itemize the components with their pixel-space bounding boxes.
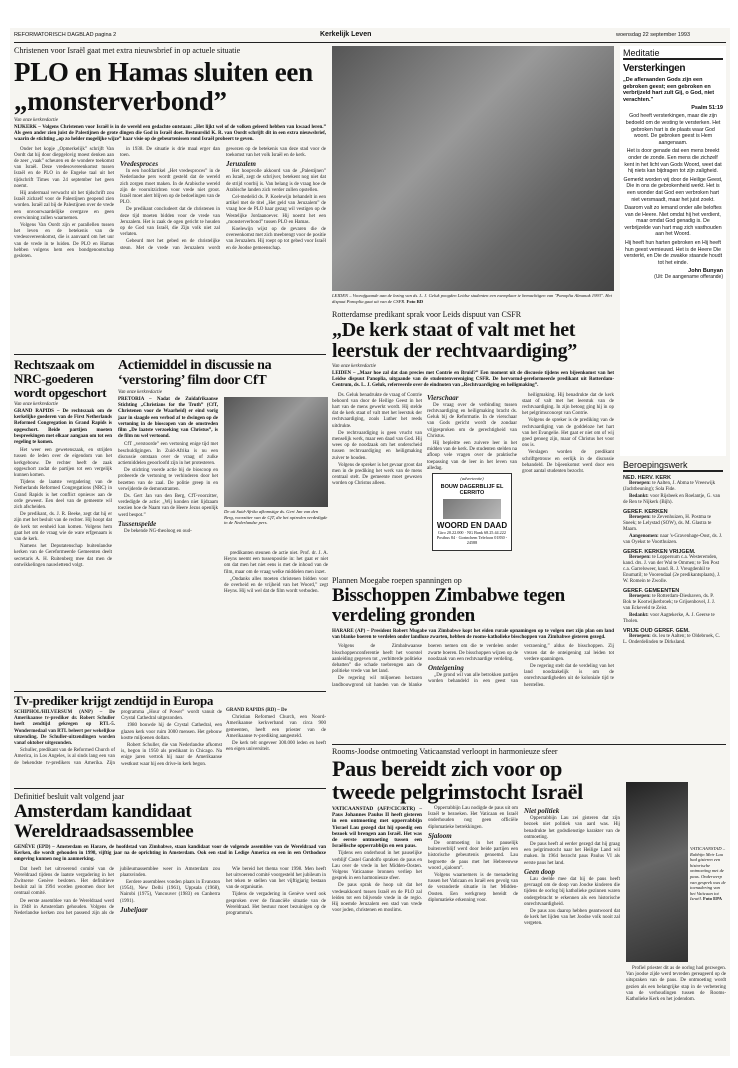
article-lead: HARARE (AP) – President Robert Mugabe van Zimbabwe kopt het eiden rurale opnamingen op te volgen met zijn plan om land van blanke boeren te verdelen onder landloze zwarten, hebben de rooms-katholieke bisschoppen van Zimbabwe gisteren gezegd. (332, 629, 614, 641)
article-kicker: Rooms-Joodse ontmoeting Vaticaanstad verloopt in harmonieuze sfeer (332, 747, 558, 756)
article-byline: Van onze kerkredactie (118, 390, 162, 395)
article-body: SCHIPHOL/HILVERSUM (ANP) – De Amerikaanse tv-prediker dr. Robert Schuller heeft zendtijd gekregen op RTL-5. Wondermedaal van RTL beleert per wekelijkse uitzending. De Schuller-uitzendingen worden vanaf oktober uitgezonden. Schuller, predikant van de Reformed Church of America, in Los Angeles, is al sinds lang een van de bekendste tv-predikers van Amerika. Zijn programma „Hour of Power” wordt vanuit de Crystal Cathedral uitgezonden. 1980 bouwde hij de Crystal Cathedral, een glazen kerk voor ruim 3000 mensen. Het gebouw kostte miljoenen dollars. Robert Schuller, die van Nederlandse afkomst is, begon in 1950 als predikant in Chicago. Na enige jaren vertrok hij naar de Amerikaanse westkust waar hij een drive-in kerk begon. (14, 710, 222, 767)
article-kicker: Christenen voor Israël gaat met extra nieuwsbrief in op actuele situatie (14, 46, 241, 55)
subheading: Vredesproces (120, 160, 159, 169)
article-headline: Rechtszaak om NRC-goederen wordt opgeschort (14, 357, 107, 400)
article-headline: Actiemiddel in discussie na ‘verstoring’ film door CfT (118, 358, 272, 388)
article-col4: Profiel priester dit as de oorlog had gezwegen. Van joodse zijde werd tevreden gereageerd op de uitspraken van de paus. De ontmoeting wordt gezien als een belangrijke stap in de verbetering van de verhoudingen tussen de Rooms-Katholieke Kerk en het jodendom. (626, 966, 726, 1003)
article-columns (332, 806, 726, 1056)
photo-caption: De uit Suid-Afrika afkomstige ds. Gert Jan van den Berg, voorzitter van de CfT, die het optreden verdedigde in de Nederlandse pers. (224, 509, 328, 526)
photo-caption: LEIDEN – Voorafgaande aan de lezing van ds. L. J. Geluk poogden Leidse studenten een exemplaar te bemachtigen van "Panoplia Almanak 1993". Het dispuut Panoplia gaat uit van de CSFR. Foto RD (332, 293, 612, 304)
article-cft (118, 358, 328, 688)
article-lead: NIJKERK – Volgens Christenen voor Israël is in de wereld een gedachte ontstaan: „Het lijkt wel of de volken geleerd hebben van kwaad leren.” Als geen ander zien juist de Palestijnen de grote dingen die God in Israël doet. Bestuurslid K. R. van Oordt schrijft dit in een extra nieuwsbrief, waarin de stichting „op zo helder mogelijke wijze” haar visie op de gebeurtenissen rond Israël probeert te geven. (14, 125, 326, 143)
beroepingswerk-tab: Beroepingswerk (623, 460, 723, 472)
ad-image (443, 499, 501, 519)
article-headline: Paus bereidt zich voor op tweede pelgrimstocht Israël (332, 756, 583, 804)
rule (332, 744, 726, 745)
article-col2: predikanten steunen de actie niet. Prof. dr. J. A. Heyns neemt een tussenpositie in: het gaat er niet om dat men het niet eens is met de inhoud van de film, maar om de vraag welke middelen men inzet. „Ondanks alles moeten christenen bidden voor de overheid en de vrijheid van het Woord,” zegt Heyns. Hij wil wel dat de film wordt verboden. (224, 551, 328, 595)
article-headline: Tv-prediker krijgt zendtijd in Europa (14, 693, 214, 708)
advertisement-woord-en-daad: (advertentie) BOUW DAGERBLIJF EL CERRITO WOORD EN DAAD Giro 20.22.000 · NG Bank 68.25.44.222 Postbus 84 · Gorinchem Telefoon 01830 - 24588 (432, 473, 512, 551)
article-grand-rapids: GRAND RAPIDS (RD) – De Christian Reformed Church, een Noord-Amerikaanse kerkverband van circa 900 gemeenten, heeft een priester van de Amerikaanse tv-prediking aangesteld. De kerk telt ongeveer 300.000 leden en heeft een eigen universiteit. (226, 708, 326, 753)
subheading: Niet politiek (524, 807, 560, 815)
article-kicker: Plannen Moegabe roepen spanningen op (332, 576, 462, 585)
article-byline: Van onze kerkredactie (332, 364, 376, 369)
article-headline: Amsterdam kandidaat Wereldraadsassemblee (14, 801, 194, 842)
meditatie-text: God heeft versterkingen, maar die zijn bedoeld om de vesting te versterken. Het gebroken hart is de plaats waar God woont. De gebroken geest is Hem aangenaam. Het is door genade dat een mens breekt onder de zonde. Een mens die zichzelf kent in het licht van Gods Woord, weet dat hij niets kan bijdragen tot zijn zaligheid. Gemerkt worden wij door de Heilige Geest, Die in ons de gebrokenheid werkt. Het is een wonder dat God een verbroken hart niet versmaadt, maar het juist zoekt. Daarom valt zo iemand onder alle beloftes van de Heere. Niet omdat hij het verdient, maar omdat God genadig is. De verbrijzelde van hart mag zich vasthouden aan het Woord. Hij heeft hun harten gebroken en Hij heeft hun geest vernieuwd. Het is de Heere Die versterkt, en Die de zwakke staande houdt tot het einde. (623, 113, 723, 266)
rule (14, 788, 326, 789)
article-plo-hamas (14, 46, 326, 351)
article-paus (332, 747, 726, 1056)
article-body-col2: Vierschaar De vraag over de verbinding tussen rechtvaardiging en heiligmaking bracht ds. Geluk bij de Reformatie. In de vierschaar van Gods gericht wordt de zondaar vrijgesproken om de gerechtigheid van Christus. Hij bepleitte een zuivere leer in het midden van de kerk. De studenten stelden na afloop vele vragen over de praktische toepassing van de leer in het leven van alledag. (427, 393, 517, 471)
article-body: Dat heeft het uitvoerend comité van de Wereldraad tijdens de laatste vergadering in het Zwitserse Genève besloten. Het definitieve besluit zal in 1994 worden genomen door het centraal comité. De eerste assemblee van de Wereldraad werd in 1948 in Amsterdam gehouden. Volgens de Nederlandse kerken zou het passend zijn als de jubileumassemblee weer in Amsterdam zou plaatsvinden. Eerdere assemblees vonden plaats in Evanston (1954), New Delhi (1961), Uppsala (1968), Nairobi (1975), Vancouver (1983) en Canberra (1991). Jubeljaar Wie bereid het thema voor 1998. Men heeft het uitvoerend comité voorgesteld het jubileum in het teken te stellen van het vijftigjarig bestaan van de organisatie. Tijdens de vergadering in Genève werd ook gesproken over de financiële situatie van de Wereldraad. Het bestuur moet bezuinigen op de programma's. (14, 866, 326, 917)
photo-portrait (224, 397, 328, 507)
subheading: Jubeljaar (120, 905, 148, 914)
article-lead: GENÈVE (EPD) – Amsterdam en Harare, de hoofdstad van Zimbabwe, staan kandidaat voor de volgende assemblee van de Wereldraad van Kerken, die wordt gehouden in 1998, vijftig jaar na de oprichting in Amsterdam. Ook een stad in Ledige America en een in een Orthodoxe omgeving kunnen nog in aanmerking. (14, 845, 326, 863)
article-kicker: Rotterdamse predikant sprak voor Leids dispuut van CSFR (332, 310, 522, 319)
article-zimbabwe (332, 576, 614, 741)
running-header-date: woensdag 22 september 1993 (616, 32, 690, 38)
meditatie-author-note: (Uit: De aangename offerande) (654, 274, 723, 281)
article-headline: „De kerk staat of valt met het leerstuk der rechtvaardiging” (332, 319, 577, 362)
article-byline: Van onze kerkredactie (14, 402, 58, 407)
article-byline: Van onze kerkredactie (14, 118, 58, 123)
article-col3: Niet politiek Opperrabbijn Lau zei gisteren dat zijn bezoek niet politiek van aard was. Hij benadrukte het godsdienstige karakter van de ontmoeting. De paus heeft al eerder gezegd dat hij graag een pelgrimstocht naar het Heilige Land wil maken. In 1964 bezocht paus Paulus VI als eerste paus het land. Geen doop Lau deelde mee dat hij de paus heeft gevraagd om de doop van Joodse kinderen die tijdens de oorlog bij katholieke gezinnen waren ondergebracht te erkennen als een historische onrechtvaardigheid. De paus zou daarop hebben geantwoord dat de kerk het lijden van het Joodse volk nooit zal vergeten. (524, 807, 620, 927)
header-rule (14, 42, 726, 43)
photo-caption: VATICAANSTAD – Rabbijn Meir Lau had gisteren een historische ontmoeting met de paus. Onderwerp van gesprek was de toenadering van het Vaticaan tot Israël. Foto EPA (690, 846, 726, 902)
meditatie-quote: „De afleraanden Gods zijn een gebroken geest; een gebroken en verbrijzeld hart zult Gij, o God, niet verachten.” (623, 77, 715, 103)
article-headline: PLO en Hamas sluiten een „monsterverbond” (14, 57, 313, 116)
photo-rabbi (626, 782, 688, 962)
subheading: Vierschaar (427, 393, 459, 402)
article-lead: GRAND RAPIDS – De rechtszaak om de kerkelijke goederen van de First Netherlands Reformed Congregation in Grand Rapids is opgeschort. Beide partijen moeten bespreekingen met elkaar aangaan om tot een regeling te komen. (14, 409, 112, 446)
meditatie-author: John Bunyan (688, 268, 723, 275)
article-body: Het weer een gewetenszaak, en strijden tussen de leden over de eigendom van het kerkgebouw. De rechter heeft de zaak opgeschort zodat de partijen tot een vergelijk kunnen komen. Tijdens de laatste vergadering van de Netherlands Reformed Congregations (NRC) in Grand Rapids is het conflict opnieuw aan de orde geweest. Een deel van de gemeente wil zich afscheiden. De predikant, ds. J. R. Beeke, zegt dat hij er zijn met het besluit van de rechter. Hij hoopt dat de kerk tot eenheid kan komen. Volgens hem gaat het om de vraag wie de ware erfgenaam is van de kerk. Namens het Deputatenschap buitenlandse kerken van de Gereformeerde Gemeenten deelt secretaris A. H. Ruitenberg mee dat men de ontwikkelingen nauwlettend volgt. (14, 448, 112, 568)
meditatie-title: Versterkingen (623, 63, 686, 74)
article-col2: Opperrabbijn Lau nodigde de paus uit om Israël te bezoeken. Het Vaticaan en Israël onderhouden nog geen officiële diplomatieke betrekkingen. Sjaloom De ontmoeting in het pauselijk buitenverblijf werd door beide partijen een historische gebeurtenis genoemd. Lau begroette de paus met het Hebreeuwse woord „sjaloom”. Volgens waarnemers is de toenadering tussen het Vaticaan en Israël een gevolg van de veranderde situatie in het Midden-Oosten. Een werkgroep bereidt de diplomatieke erkenning voor. (428, 806, 518, 903)
article-body: Onder het kopje „Opmerkelijk” schrijft Van Oordt dat hij door diepgelovig moest denken aan de zeer „vaak” scheuren en de wondere toekomst van Israël. Deze vredesovereenkomst tussen Israël en de PLO in de Engelse taal uit het tijdschrift Times van 24 september het geen noemt. Hij andermaal verwacht uit het tijdschrift zou Israël zichzelf voor de Palestijnen geopend zien worden. Israël zal bij de Palestijnen over de vrede een onvoorwaardelijke overgave en geen overwinning zullen waarnemen. Volgens Van Oordt zijn er parallellen tussen het leven en de betekenis van de vredesovereenkomst, die is aanvaard om het uur van de vrede in te luiden. De PLO en Hamas hebben volgens hem een bondgenootschap gesloten. in 1938. De situatie is drie maal erger dan toen. Vredesproces In een hoofdartikel „Het vredesproces” in de Nederlandse pers wordt gesteld dat de wereld zich zorgen moet maken. In de Arabische wereld zijn de vooruitzichten voor vrede niet groot. Israël moet alert blijven op de bedoelingen van de PLO. De predikant concludeert dat de christenen in deze tijd moeten bidden voor de vrede van Jeruzalem. Het is zaak de ogen gericht te houden op de God van Israël, die Zijn volk niet zal verlaten. Gebeurd met het gebed en de christelijke steun. Met de vrede van Jeruzalem wordt gewezen op de betekenis van deze stad voor de toekomst van het volk Israël en de kerk. Jeruzalem Het hoopvolle akkoord van de „Palestijnen” en Israël, zegt de schrijver, betekent nog niet dat de strijd voorbij is. Van belang is de vraag hoe de Arabische landen zich verder zullen opstellen. Cel-medelid ds. P. Koelewijn behandelt in een artikel met de titel „Het geld van Jeruzalem” de vraag hoe de PLO haar gezag wil vestigen op de Westelijke Jordaanoever. Hij noemt het een „monsterverbond” tussen PLO en Hamas. Koelewijn wijst op de gevaren die de overeenkomst met zich meebrengt voor de positie van Jeruzalem. Hij roept op tot gebed voor Israël en de Joodse gemeenschap. (14, 146, 326, 260)
article-columns (332, 393, 614, 553)
meditatie-tab: Meditatie (623, 48, 723, 60)
photo-students-panoplia (332, 46, 614, 291)
article-kicker: Definitief besluit valt volgend jaar (14, 792, 125, 801)
beroepingswerk-list: NED. HERV. KERK Beroepen: te Aalten, J. Abma te Vreeswijk (Jachtbeuning); Sola Fide. Bedankt: voor Rijsbeek en Roelantje, G. van de Ren te Nijkerk (Bijh). GEREF. KERKEN Beroepen: te Zevenhuizen, H. Postma te Sneek; te Lelystad (SOW), ds. M. Glastra te Maarn. Aangenomen: naar 's-Gravenhage-Oost, ds. J. van Oyekst te Voorthuizen. GEREF. KERKEN VRIJGEM. Beroepen: te Loppersum c.a. Westeremden, kand. drs. J. van der Wal te Ommen; te Ten Post c.a. Garrelsweer, kand. R. J. Vreugdenhil te Enumatil; te Voorendaal (2e predikantsplaats), J. W. Romein te Zwolle. GEREF. GEMEENTEN Beroepen: te Rotterdam-Dieshaven, ds. P. Bok te Kootwijkerbroek; te Grijsenbovel, J. J. van Eckeveld te Zeist. Bedankt: voor Aagtekerke, A. J. Geerse te Tholen. VRIJE OUD GEREF. GEM. Beroepen: ds. leu te Aalten; te Oldebroek, C. L. Onderdelinden te Dirksland. (623, 475, 723, 645)
article-body-col3: heiligmaking. Hij benadrukte dat de kerk staat of valt met het leerstuk van de rechtvaardiging. In zijn betoog ging hij in op het pelgrimsconcept van Contrie. Volgens de spreker is de prediking van de rechtvaardiging van de goddeloze het hart van het Evangelie. Het gaat er niet om of wij goed genoeg zijn, maar of Christus het voor ons is. Verslagen worden de predikant schriftgetrouw en eerlijk in de discussie behandeld. De bijeenkomst werd door een groot aantal studenten bezocht. (522, 392, 614, 475)
article-wereldraad (14, 792, 326, 1056)
meditatie-ref: Psalm 51:19 (691, 105, 723, 112)
article-headline: Bisschoppen Zimbabwe tegen verdeling gronden (332, 585, 565, 626)
subheading: Onteigening (428, 664, 464, 673)
subheading: Geen doop (524, 867, 555, 876)
rule (14, 691, 326, 692)
article-body-col1: Ds. Geluk benadrukte de vraag of Contrie behoord van door de Heilige Geest in het hart van de mens gewerkt wordt. Hij stelde dat de kerk staat of valt met het leerstuk der rechtvaardiging, zoals Luther het reeds uitdrukte. De rechtvaardiging is geen vrucht van menselijk werk, maar een daad van God. Hij wees op de noodzaak om het onderscheid tussen rechtvaardiging en heiligmaking zuiver te houden. Volgens de spreker is het gevaar groot dat men in de prediking het werk van de mens centraal stelt. De gemeente moet gewezen worden op Christus alleen. (332, 392, 422, 487)
subheading: Sjaloom (428, 831, 452, 840)
running-header-left: REFORMATORISCH DAGBLAD pagina 2 (14, 32, 117, 38)
article-rechtvaardiging (332, 310, 614, 572)
rule (14, 354, 326, 355)
article-columns (118, 397, 328, 677)
newspaper-page (10, 28, 730, 1056)
article-tv-prediker (14, 694, 222, 786)
article-nrc (14, 358, 112, 688)
meditatie-box (620, 46, 726, 456)
running-header-section: Kerkelijk Leven (320, 31, 372, 38)
article-body: Volgens de Zimbabwaanse bisschoppenconferentie heeft het voorstel aanleiding gegeven tot „verbitterde politieke debatten” die schade toebrengen aan de politieke vrede van het land. De regering wil miljoenen hectaren landbouwgrond uit handen van de blanke boeren nemen om die te verdelen onder zwarte boeren. De bisschoppen wijzen op de noodzaak van een rechtvaardige verdeling. Onteigening „De grond wil van alle betrokken partijen worden behandeld in een geest van verzoening,” aldus de bisschoppen. Zij vrezen dat de onteigening zal leiden tot verdere spanningen. De regering stelt dat de verdeling van het land noodzakelijk is om de onrechtvaardigheden uit de koloniale tijd te herstellen. (332, 644, 614, 688)
subheading: Tussenspelde (118, 519, 157, 528)
article-lead: LEIDEN – „Maar hoe zal dat dan precies met Contrie en Bruid?” Een moment uit de discussie tijdens een bijeenkomst van het Leidse dispuut Panoplia, uitgaande van de studentenvereniging CSFR. De hervormd-gereformeerde predikant uit Rotterdam-Centrum, ds. L. J. Geluk, referreerde over de eindnoten van „Rechtvaardiging en heiligmaking”. (332, 371, 614, 389)
beroepingswerk-box (620, 460, 726, 660)
subheading: Jeruzalem (226, 160, 256, 169)
article-col1: VATICAANSTAD (AFP/CIC/RTR) – Paus Johannes Paulus II heeft gisteren in een ontmoeting met opperrabbijn Yisrael Lau gezegd dat hij spoedig een bezoek wil brengen aan Israël. Het was de eerste ontmoeting tussen een Israëlische opperrabbijn en een paus. Tijdens een onderhoud in het pauselijke verblijf Castel Gandolfo spraken de paus en Lau over de vrede in het Midden-Oosten. Volgens Vaticaanse bronnen verliep het gesprek in een harmonieuze sfeer. De paus sprak de hoop uit dat het vredesakkoord tussen Israël en de PLO zal leiden tot een blijvende vrede in de regio. Hij noemde Jeruzalem een stad van vrede voor joden, christenen en moslims. (332, 806, 422, 914)
article-col1: PRETORIA – Nadat de Zuidafrikaanse Stichting „Christians for the Truth” (CfT, Christenen voor de Waarheid) er eind vorig jaar in slaagde een verbod af te dwingen op de vertoning in de bioscopen van de omstreden film „De laatste verzoeking van Christus”, is de film nu wel vertoond. CfT „verstoorde” een vertoning enige tijd met beschuldigingen. In Zuid-Afrika is nu een discussie ontstaan over de vraag of zulke actiemiddelen geoorloofd zijn in het protesteren. De stichting voerde actie bij de bioscoop en probeerde de vertoning te verhinderen door het bezetten van de zaal. De politie greep in en verwijderde de demonstranten. Ds. Gert Jan van den Berg, CfT-voorzitter, verdedigde de actie: „Wij konden niet lijdzaam toezien hoe de Naam van de Heere Jezus openlijk werd bespot.” Tussenspelde De bekende NG-theoloog en oud- (118, 397, 218, 535)
